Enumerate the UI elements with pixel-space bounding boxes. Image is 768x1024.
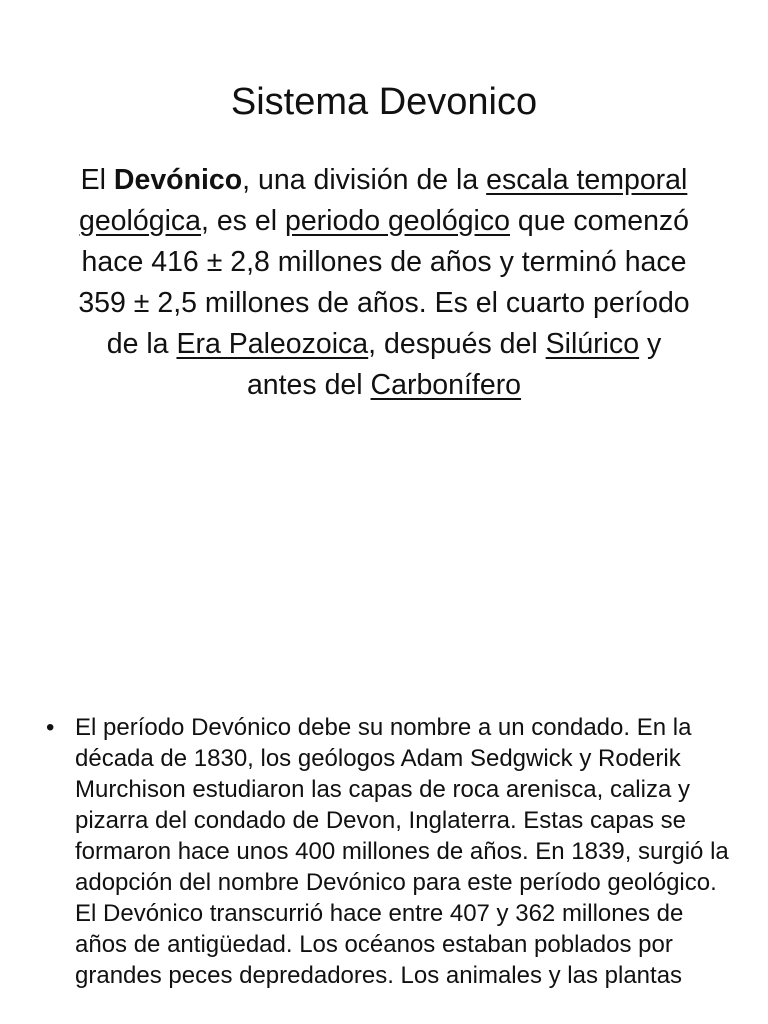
bullet-marker: • bbox=[46, 714, 55, 741]
link-carbonifero[interactable]: Carbonífero bbox=[370, 369, 522, 401]
slide-title: Sistema Devonico bbox=[230, 81, 538, 123]
intro-text-4: que comenzó hace 416 ± 2,8 millones de años y terminó hace 359 ± 2,5 millones de años. Es el cuarto período de la bbox=[78, 205, 690, 360]
link-silurico[interactable]: Silúrico bbox=[545, 328, 640, 360]
intro-text-3: , es el bbox=[201, 205, 285, 237]
intro-paragraph bbox=[78, 160, 690, 406]
link-escala-temporal[interactable]: escala temporal geológica bbox=[78, 164, 688, 237]
link-era-paleozoica[interactable]: Era Paleozoica bbox=[176, 328, 369, 360]
bullet-text: El período Devónico debe su nombre a un condado. En la década de 1830, los geólogos Adam Sedgwick y Roderik Murchison estudiaron las capas de roca arenisca, caliza y pizarra del condado de Devon, Inglaterra. Estas capas se formaron hace unos 400 millones de años. En 1839, surgió la adopción del nombre Devónico para este período geológico. El Devónico transcurrió hace entre 407 y 362 millones de años de antigüedad. Los océanos estaban poblados por grandes peces depredadores. Los animales y las plantas bbox=[75, 714, 729, 989]
bullet-list bbox=[46, 712, 736, 991]
bullet-item bbox=[46, 712, 736, 991]
link-periodo-geologico[interactable]: periodo geológico bbox=[284, 205, 510, 237]
intro-bold-term: Devónico bbox=[113, 164, 243, 196]
intro-text-1: El bbox=[80, 164, 114, 196]
intro-text-6: y antes del bbox=[246, 328, 662, 401]
intro-text-5: , después del bbox=[368, 328, 546, 360]
intro-text-2: , una división de la bbox=[242, 164, 487, 196]
